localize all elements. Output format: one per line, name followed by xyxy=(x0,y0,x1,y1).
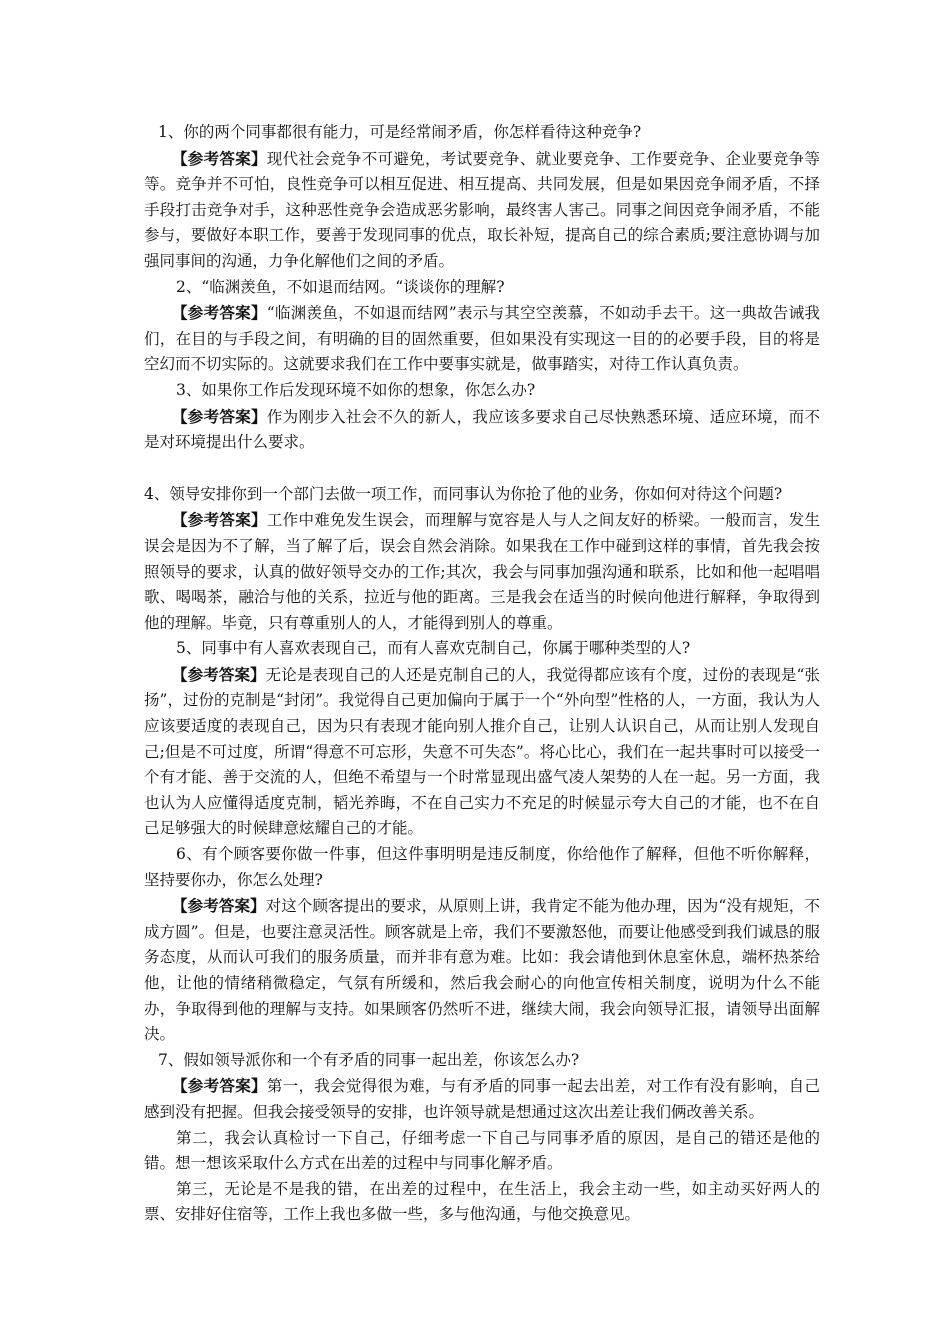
answer-7-paragraph-2: 第二，我会认真检讨一下自己，仔细考虑一下自己与同事矛盾的原因，是自己的错还是他的错。想一想该采取什么方式在出差的过程中与同事化解矛盾。 xyxy=(144,1128,820,1173)
question-2: 2、“临渊羡鱼，不如退而结网。“谈谈你的理解? xyxy=(176,277,505,296)
answer-text: “临渊羡鱼，不如退而结网”表示与其空空羡慕，不如动手去干。这一典故告诫我们，在目的与手段之间，有明确的目的固然重要，但如果没有实现这一目的的必要手段，目的将是空幻而不切实际的。这就要求我们在工作中要事实就是，做事踏实，对待工作认真负责。 xyxy=(144,304,820,374)
answer-text: 现代社会竞争不可避免，考试要竞争、就业要竞争、工作要竞争、企业要竞争等等。竞争并不可怕，良性竞争可以相互促进、相互提高、共同发展，但是如果因竞争闹矛盾，不择手段打击竞争对手，这种恶性竞争会造成恶劣影响，最终害人害己。同事之间因竞争闹矛盾，不能参与，要做好本职工作，要善于发现同事的优点，取长补短，提高自己的综合素质;要注意协调与加强同事间的沟通，力争化解他们之间的矛盾。 xyxy=(144,149,820,270)
answer-text: 第一，我会觉得很为难，与有矛盾的同事一起去出差，对工作有没有影响，自己感到没有把握。但我会接受领导的安排，也许领导就是想通过这次出差让我们俩改善关系。 xyxy=(144,1077,820,1121)
question-6: 6、有个顾客要你做一件事，但这件事明明是违反制度，你给他作了解释，但他不听你解释，坚持要你办，你怎么处理? xyxy=(144,845,820,889)
answer-7 xyxy=(144,1073,820,1125)
question-7: 7、假如领导派你和一个有矛盾的同事一起出差，你该怎么办? xyxy=(158,1050,580,1069)
answer-label: 【参考答案】 xyxy=(172,1076,267,1096)
answer-text: 对这个顾客提出的要求，从原则上讲，我肯定不能为他办理，因为“没有规矩，不成方圆”。但是，也要注意灵活性。顾客就是上帝，我们不要激怒他，而要让他感受到我们诚恳的服务态度，从而认可我们的服务质量，而并非有意为难。比如：我会请他到休息室休息，端杯热茶给他，让他的情绪稍微稳定，气氛有所缓和，然后我会耐心的向他宣传相关制度，说明为什么不能办，争取得到他的理解与支持。如果顾客仍然听不进，继续大闹，我会向领导汇报，请领导出面解决。 xyxy=(144,897,820,1044)
answer-7-paragraph-3: 第三，无论是不是我的错，在出差的过程中，在生活上，我会主动一些，如主动买好两人的票、安排好住宿等，工作上我也多做一些，多与他沟通，与他交换意见。 xyxy=(144,1179,820,1224)
answer-4 xyxy=(144,507,820,636)
question-1: 1、你的两个同事都很有能力，可是经常闹矛盾，你怎样看待这种竞争? xyxy=(158,123,642,141)
answer-3 xyxy=(144,404,820,456)
blank-line xyxy=(144,456,820,482)
answer-text: 无论是表现自己的人还是克制自己的人，我觉得都应该有个度，过份的表现是“张扬”，过份的克制是“封闭”。我觉得自己更加偏向于属于一个“外向型”性格的人，一方面，我认为人应该要适度的表现自己，因为只有表现才能向别人推介自己，让别人认识自己，从而让别人发现自己;但是不可过度，所谓“得意不可忘形，失意不可失态”。将心比心，我们在一起共事时可以接受一个有才能、善于交流的人，但绝不希望与一个时常显现出盛气凌人架势的人在一起。另一方面，我也认为人应懂得适度克制，韬光养晦，不在自己实力不充足的时候显示夸大自己的才能，也不在自己足够强大的时候肆意炫耀自己的才能。 xyxy=(144,665,820,838)
answer-label: 【参考答案】 xyxy=(172,510,267,530)
answer-label: 【参考答案】 xyxy=(172,148,267,168)
answer-6 xyxy=(144,893,820,1048)
answer-1 xyxy=(144,146,820,275)
answer-2 xyxy=(144,300,820,378)
answer-label: 【参考答案】 xyxy=(172,303,267,323)
question-3: 3、如果你工作后发现环境不如你的想象，你怎么办? xyxy=(176,380,536,399)
answer-text: 作为刚步入社会不久的新人，我应该多要求自己尽快熟悉环境、适应环境，而不是对环境提出什么要求。 xyxy=(144,407,820,452)
answer-text: 工作中难免发生误会，而理解与宽容是人与人之间友好的桥梁。一般而言，发生误会是因为不了解，当了解了后，误会自然会消除。如果我在工作中碰到这样的事情，首先我会按照领导的要求，认真的做好领导交办的工作;其次，我会与同事加强沟通和联系，比如和他一起唱唱歌、喝喝茶，融洽与他的关系，拉近与他的距离。三是我会在适当的时候向他进行解释，争取得到他的理解。毕竟，只有尊重别人的人，才能得到别人的尊重。 xyxy=(144,511,820,632)
answer-label: 【参考答案】 xyxy=(172,406,267,426)
question-5: 5、同事中有人喜欢表现自己，而有人喜欢克制自己，你属于哪种类型的人? xyxy=(176,639,691,658)
answer-label: 【参考答案】 xyxy=(172,664,266,684)
answer-5 xyxy=(144,662,820,842)
document-body xyxy=(144,120,820,1228)
answer-label: 【参考答案】 xyxy=(172,896,266,916)
question-4: 4、领导安排你到一个部门去做一项工作，而同事认为你抢了他的业务，你如何对待这个问题? xyxy=(144,484,783,503)
